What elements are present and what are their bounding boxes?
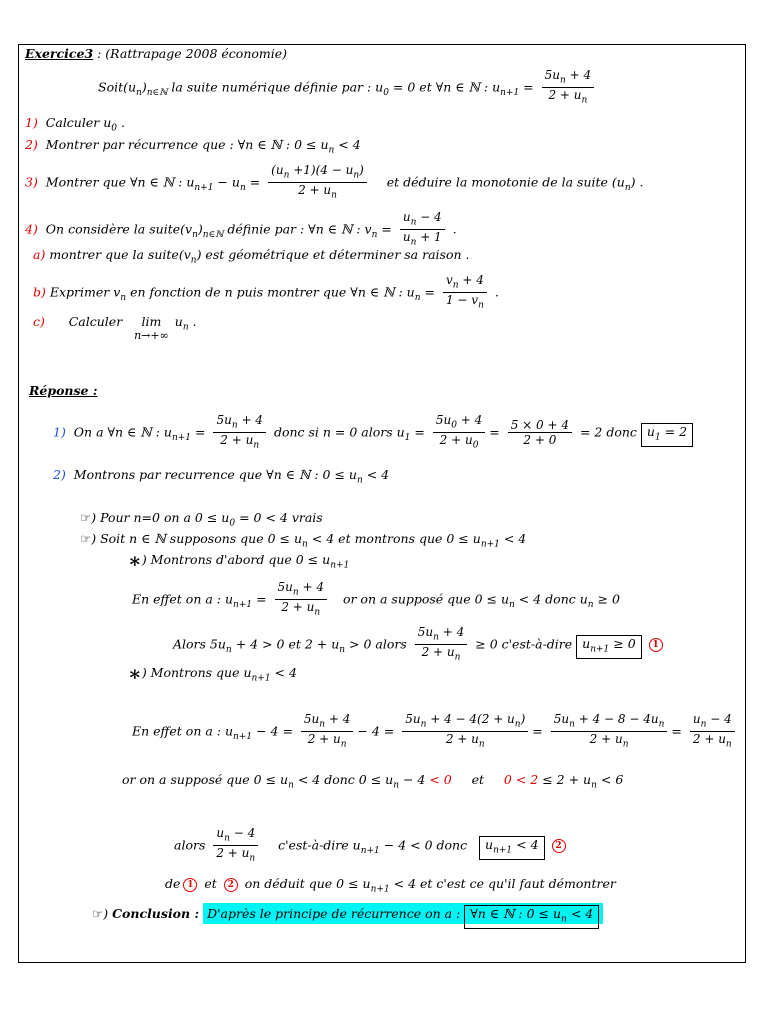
result-box-1: $u_{n+1} \ge 0$ bbox=[576, 635, 642, 659]
question-2: 2) Montrer par récurrence que : ∀n ∈ ℕ : $0 \le u_n < 4$ bbox=[25, 137, 361, 156]
sequence-definition: $Soit(u_n)_{n\in ℕ}$ la suite numérique définie par : $u_0 = 0$ et ∀n ∈ ℕ : $u_{n+1}$ = $\frac{5u_n + 4}{2 + u_n}$ bbox=[98, 68, 598, 108]
answer-2: 2) Montrons par recurrence que ∀n ∈ ℕ : $0 \le u_n < 4$ bbox=[53, 467, 390, 486]
circled-one-icon: 1 bbox=[649, 638, 663, 652]
step-1-alors: Alors $5u_n + 4 > 0$ et $2 + u_n > 0$ alors $\frac{5u_n + 4}{2 + u_n}$ ≥ 0 c'est-à-dire $u_{n+1} \ge 0$ 1 bbox=[173, 625, 666, 665]
q4b-fraction: $\frac{v_n + 4}{1 - v_n}$ bbox=[443, 273, 487, 313]
question-3: 3) Montrer que ∀n ∈ ℕ : $u_{n+1} - u_n$ = $\frac{(u_n +1)(4 - u_n)}{2 + u_n}$ et déduire la monotonie de la suite $(u_n)$ . bbox=[25, 163, 644, 201]
pointing-hand-icon: ☞ bbox=[80, 510, 92, 525]
question-4a: a) montrer que la $suite(v_n)$ est géométrique et déterminer sa raison . bbox=[33, 247, 470, 266]
asterisk-icon: ∗ bbox=[128, 661, 142, 686]
step-2-or: or on a supposé que $0 \le u_n < 4$ donc $0 \le u_n - 4 < 0$ et $0 < 2 \le 2 + u_n < 6$ bbox=[122, 772, 624, 791]
circled-one-icon: 1 bbox=[183, 878, 197, 892]
question-4c: c) Calculer lim n→+∞ $u_n$ . bbox=[33, 314, 197, 342]
circled-two-icon: 2 bbox=[552, 839, 566, 853]
pointing-hand-icon: ☞ bbox=[92, 906, 104, 921]
exercise-title: Exercice3 bbox=[25, 46, 94, 61]
deduction-line: de 1 et 2 on déduit que $0 \le u_{n+1} < 4$ et c'est ce qu'il faut démontrer bbox=[165, 876, 616, 895]
conclusion-line: ☞) Conclusion : D'après le principe de récurrence on a : ∀n ∈ ℕ : $0 \le u_n < 4$ bbox=[92, 905, 603, 929]
exercise-source: : (Rattrapage 2008 économie) bbox=[93, 46, 288, 61]
asterisk-icon: ∗ bbox=[128, 548, 142, 573]
u1-result-box: $u_1 = 2$ bbox=[641, 423, 693, 447]
step-star-1: ∗) Montrons d'abord que $0 \le u_{n+1}$ bbox=[128, 548, 350, 573]
conclusion-box: ∀n ∈ ℕ : $0 \le u_n < 4$ bbox=[464, 905, 599, 929]
circled-two-icon: 2 bbox=[224, 878, 238, 892]
conclusion-highlight: D'après le principe de récurrence on a : ∀n ∈ ℕ : $0 \le u_n < 4$ bbox=[203, 903, 603, 924]
result-box-2: $u_{n+1} < 4$ bbox=[479, 836, 545, 860]
limit-expression: lim n→+∞ bbox=[134, 314, 169, 342]
q4-fraction: $\frac{u_n - 4}{u_n + 1}$ bbox=[400, 210, 445, 250]
heredity-step: ☞) Soit n ∈ ℕ supposons que $0 \le u_n < 4$ et montrons que $0 \le u_{n+1} < 4$ bbox=[80, 531, 527, 550]
question-4b: b) Exprimer $v_n$ en fonction de n puis montrer que ∀n ∈ ℕ : $u_n$ = $\frac{v_n + 4}{1 - v_n}$ . bbox=[33, 273, 499, 311]
step-star-2: ∗) Montrons que $u_{n+1} < 4$ bbox=[128, 661, 297, 686]
question-4: 4) On considère la $suite(v_n)_{n\in ℕ}$ définie par : ∀n ∈ ℕ : $v_n$ = $\frac{u_n - 4}{u_n + 1}$ . bbox=[25, 210, 457, 248]
recurrence-fraction: $\frac{5u_n + 4}{2 + u_n}$ bbox=[542, 68, 595, 108]
exercise-heading bbox=[25, 47, 287, 61]
question-1: 1) Calculer $u_0$ . bbox=[25, 115, 125, 134]
step-2-alors: alors $\frac{u_n - 4}{2 + u_n}$ c'est-à-dire $u_{n+1} - 4 < 0$ donc $u_{n+1} < 4$ 2 bbox=[174, 826, 569, 866]
pointing-hand-icon: ☞ bbox=[80, 531, 92, 546]
answer-heading: Réponse : bbox=[29, 383, 98, 398]
initialisation-step: ☞) Pour n=0 on a $0 \le u_0 = 0 < 4$ vrais bbox=[80, 510, 323, 529]
q3-fraction: $\frac{(u_n +1)(4 - u_n)}{2 + u_n}$ bbox=[268, 163, 367, 203]
step-2-effet: En effet on a : $u_{n+1} - 4$ = $\frac{5u_n + 4}{2 + u_n}$ − 4 = $\frac{5u_n + 4 - 4(2 + u_n)}{2 + u_n}$ = $\frac{5u_n + 4 - 8 - 4u_n}{2 + u_n}$ = $\frac{u_n - 4}{2 + u_n}$ bbox=[132, 712, 739, 752]
step-1-effet: En effet on a : $u_{n+1}$ = $\frac{5u_n + 4}{2 + u_n}$ or on a supposé que $0 \le u_n < 4$ donc $u_n \ge 0$ bbox=[132, 580, 620, 618]
answer-1: 1) On a ∀n ∈ ℕ : $u_{n+1}$ = $\frac{5u_n + 4}{2 + u_n}$ donc si n = 0 alors $u_1$ = $\frac{5u_0 + 4}{2 + u_0}$ = $\frac{5 \times 0 + 4}{2 + 0}$ = 2 donc $u_1 = 2$ bbox=[53, 413, 693, 453]
